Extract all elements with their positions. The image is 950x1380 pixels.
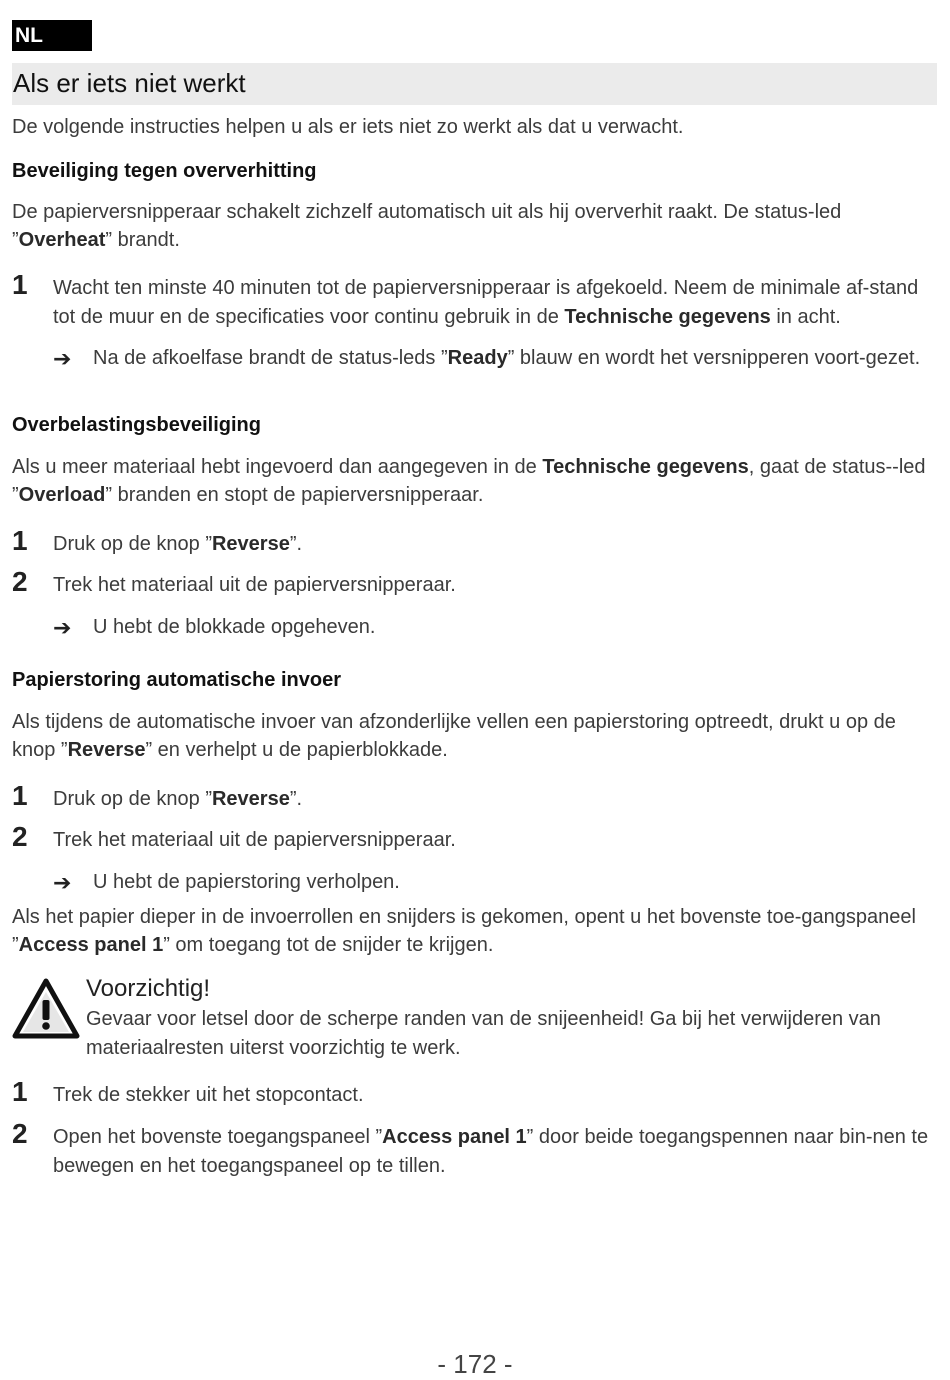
result-arrow-icon: ➔ [53, 870, 72, 895]
step-text: Trek het materiaal uit de papierversnipperaar. [53, 574, 456, 596]
access-panel-label: Access panel 1 [18, 934, 164, 956]
heading-paper-jam: Papierstoring automatische invoer [12, 669, 341, 691]
warning-title: Voorzichtig! [86, 975, 211, 1002]
access-panel-paragraph: Als het papier dieper in de invoerrollen en snijders is gekomen, opent u het bovenste toe-gangspaneel ”Access panel 1” om toegang tot de snijder te krijgen. [12, 906, 916, 956]
paper-jam-paragraph: Als tijdens de automatische invoer van afzonderlijke vellen een papierstoring optreedt, drukt u op de knop ”Reverse” en verhelpt u de papierblokkade. [12, 711, 896, 761]
technical-data-ref: Technische gegevens [564, 306, 771, 328]
result-arrow-icon: ➔ [53, 346, 72, 371]
section-title-bar [12, 63, 937, 105]
reverse-label: Reverse [211, 788, 290, 810]
overheat-label: Overheat [18, 229, 106, 251]
ready-label: Ready [447, 347, 508, 369]
overload-paragraph: Als u meer materiaal hebt ingevoerd dan aangegeven in de Technische gegevens, gaat de status--led ”Overload” branden en stopt de papierversnipperaar. [12, 456, 926, 506]
result-text: U hebt de papierstoring verholpen. [93, 871, 400, 893]
step-text: Open het bovenste toegangspaneel ”Access panel 1” door beide toegangspennen naar bin-nen te bewegen en het toegangspaneel op te tillen. [53, 1126, 929, 1177]
step-number: 1 [12, 1076, 28, 1107]
step-number: 2 [12, 821, 28, 852]
heading-overheat-protection: Beveiliging tegen oververhitting [12, 160, 317, 182]
step-number: 2 [12, 1118, 28, 1149]
result-text: U hebt de blokkade opgeheven. [93, 616, 376, 638]
step-text: Druk op de knop ”Reverse”. [53, 788, 303, 810]
step-text: Trek de stekker uit het stopcontact. [53, 1084, 364, 1106]
step-number: 1 [12, 780, 28, 811]
step-text: Wacht ten minste 40 minuten tot de papierversnipperaar is afgekoeld. Neem de minimale af-stand tot de muur en de specificaties voor continu gebruik in de Technische gegevens in acht. [53, 277, 919, 328]
step-number: 2 [12, 566, 28, 597]
intro-paragraph: De volgende instructies helpen u als er iets niet zo werkt als dat u verwacht. [12, 116, 684, 138]
result-arrow-icon: ➔ [53, 615, 72, 640]
warning-triangle-icon [12, 978, 80, 1040]
step-number: 1 [12, 269, 28, 300]
access-panel-label: Access panel 1 [382, 1126, 527, 1148]
reverse-label: Reverse [211, 533, 290, 555]
step-text: Druk op de knop ”Reverse”. [53, 533, 303, 555]
overheat-paragraph: De papierversnipperaar schakelt zichzelf automatisch uit als hij oververhit raakt. De status-led ”Overheat” brandt. [12, 201, 842, 251]
result-text: Na de afkoelfase brandt de status-leds ”Ready” blauw en wordt het versnipperen voort-gezet. [93, 347, 921, 369]
technical-data-ref: Technische gegevens [542, 456, 749, 478]
warning-text: Gevaar voor letsel door de scherpe randen van de snijeenheid! Ga bij het verwijderen van materiaalresten uiterst voorzichtig te werk. [86, 1008, 881, 1059]
reverse-label: Reverse [67, 739, 146, 761]
overload-label: Overload [18, 484, 106, 506]
heading-overload-protection: Overbelastingsbeveiliging [12, 414, 261, 436]
language-badge: NL [12, 20, 92, 51]
step-text: Trek het materiaal uit de papierversnipperaar. [53, 829, 456, 851]
step-number: 1 [12, 525, 28, 556]
page-number: - 172 - [437, 1349, 513, 1379]
page-title: Als er iets niet werkt [13, 68, 246, 98]
